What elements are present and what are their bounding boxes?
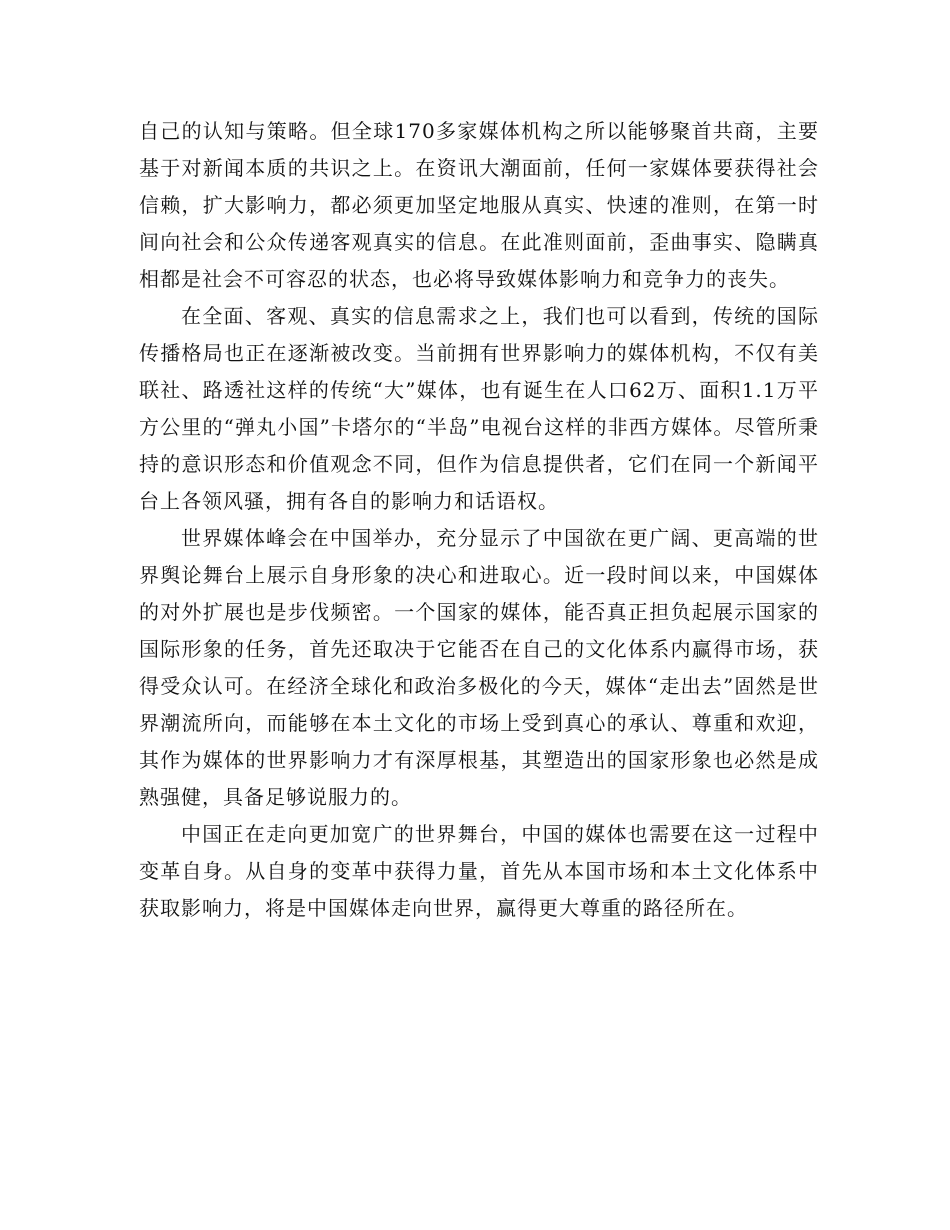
paragraph-2: 在全面、客观、真实的信息需求之上，我们也可以看到，传统的国际传播格局也正在逐渐被改变。当前拥有世界影响力的媒体机构，不仅有美联社、路透社这样的传统“大”媒体，也有诞生在人口62万、面积1.1万平方公里的“弹丸小国”卡塔尔的“半岛”电视台这样的非西方媒体。尽管所秉持的意识形态和价值观念不同，但作为信息提供者，它们在同一个新闻平台上各领风骚，拥有各自的影响力和话语权。 (139, 304, 819, 513)
paragraph-4: 中国正在走向更加宽广的世界舞台，中国的媒体也需要在这一过程中变革自身。从自身的变革中获得力量，首先从本国市场和本土文化体系中获取影响力，将是中国媒体走向世界，赢得更大尊重的路径所在。 (139, 822, 819, 920)
paragraph-3: 世界媒体峰会在中国举办，充分显示了中国欲在更广阔、更高端的世界舆论舞台上展示自身形象的决心和进取心。近一段时间以来，中国媒体的对外扩展也是步伐频密。一个国家的媒体，能否真正担负起展示国家的国际形象的任务，首先还取决于它能否在自己的文化体系内赢得市场，获得受众认可。在经济全球化和政治多极化的今天，媒体“走出去”固然是世界潮流所向，而能够在本土文化的市场上受到真心的承认、尊重和欢迎，其作为媒体的世界影响力才有深厚根基，其塑造出的国家形象也必然是成熟强健，具备足够说服力的。 (139, 526, 819, 809)
article-body (139, 113, 819, 927)
paragraph-1: 自己的认知与策略。但全球170多家媒体机构之所以能够聚首共商，主要基于对新闻本质的共识之上。在资讯大潮面前，任何一家媒体要获得社会信赖，扩大影响力，都必须更加坚定地服从真实、快速的准则，在第一时间向社会和公众传递客观真实的信息。在此准则面前，歪曲事实、隐瞒真相都是社会不可容忍的状态，也必将导致媒体影响力和竞争力的丧失。 (139, 119, 819, 291)
